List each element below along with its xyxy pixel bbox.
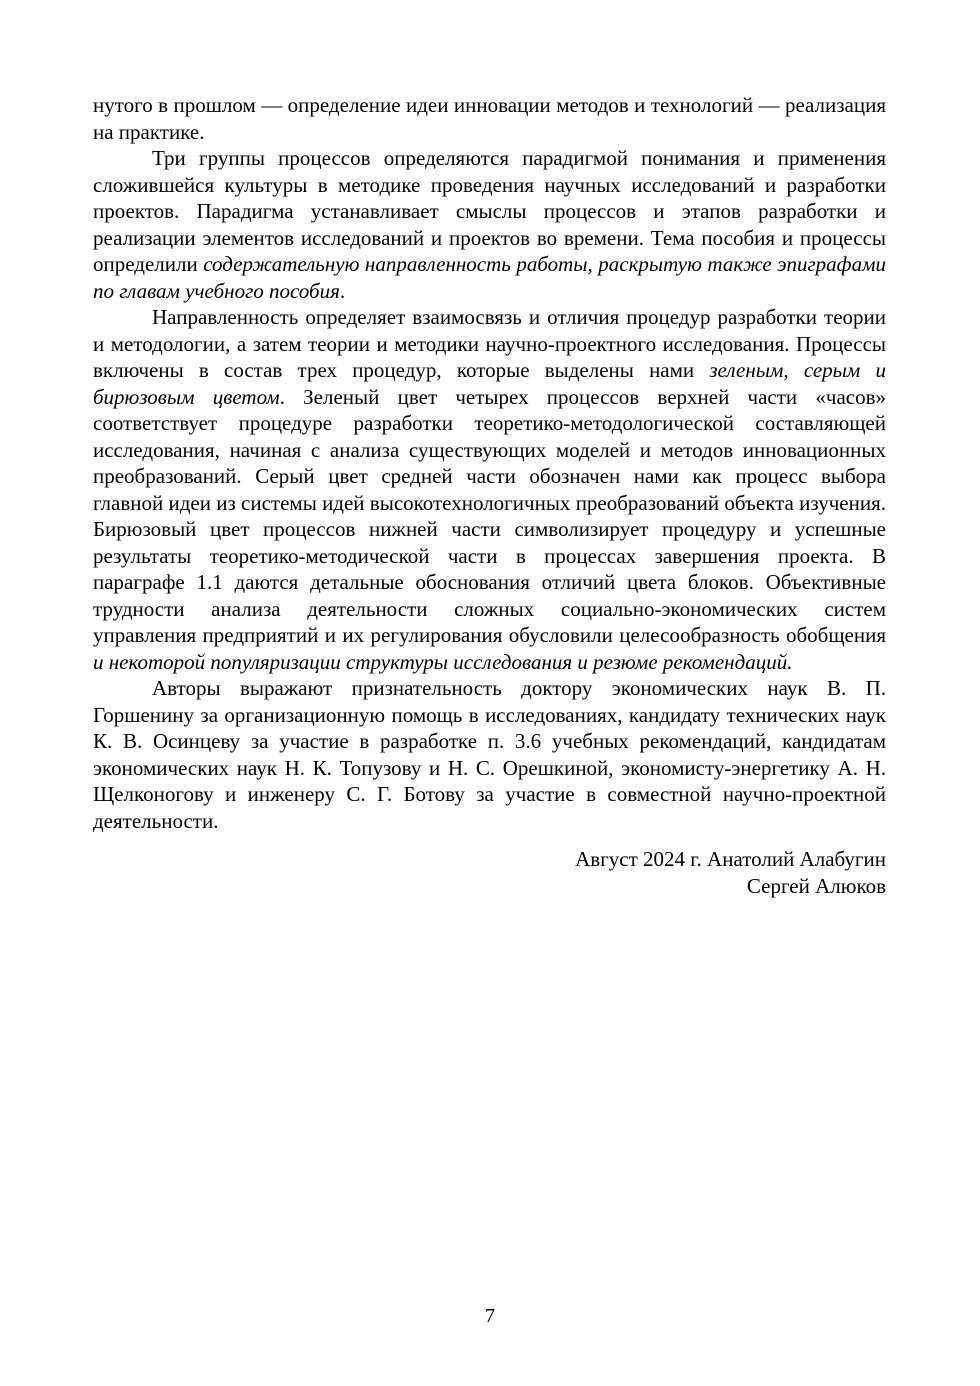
- signature-block: [93, 846, 886, 899]
- paragraph-process-groups: [93, 145, 886, 304]
- signature-line-author: Сергей Алюков: [746, 873, 886, 898]
- paragraph-italic-text: содержательную направленность работы, раскрытую также эпиграфами по главам учебного пособия: [93, 252, 886, 303]
- paragraph-text: Направленность определяет взаимосвязь и отличия процедур разработки теории и методологии, а затем теории и методики научно-проектного исследования. Процессы включены в состав трех процедур, которые выделены нами: [93, 305, 886, 382]
- paragraph-text: Авторы выражают признательность доктору экономических наук В. П. Горшенину за организационную помощь в исследованиях, кандидату технических наук К. В. Осинцеву за участие в разработке п. 3.6 учебных рекомендаций, кандидатам экономических наук Н. К. Топузову и Н. С. Орешкиной, экономисту-энергетику А. Н. Щелконогову и инженеру С. Г. Ботову за участие в совместной научно-проектной деятельности.: [93, 676, 886, 833]
- paragraph-acknowledgements: [93, 675, 886, 834]
- paragraph-text: . Зеленый цвет четырех процессов верхней части «часов» соответствует процедуре разработки теоретико-методологической составляющей исследования, начиная с анализа существующих моделей и методов инновационных преобразований. Серый цвет средней части обозначен нами как процесс выбора главной идеи из системы идей высокотехнологичных преобразований объекта изучения. Бирюзовый цвет процессов нижней части символизирует процедуру и успешные результаты теоретико-методической части в процессах завершения проекта. В параграфе 1.1 даются детальные обоснования отличий цвета блоков. Объективные трудности анализа деятельности сложных социально-экономических систем управления предприятий и их регулирования обусловили целесообразность обобщения: [93, 384, 887, 647]
- signature-line-date-author: Август 2024 г. Анатолий Алабугин: [575, 847, 886, 871]
- paragraph-italic-text: и некоторой популяризации структуры исследования и резюме рекомендаций.: [93, 649, 793, 674]
- paragraph-text: Три группы процессов определяются парадигмой понимания и применения сложившейся культуры в методике проведения научных исследований и разработки проектов. Парадигма устанавливает смыслы процессов и этапов разработки и реализации элементов исследований и проектов во времени. Тема пособия и процессы определили: [93, 146, 886, 276]
- paragraph-end: .: [339, 278, 346, 303]
- paragraph-italic-text: зеленым, серым и бирюзовым цветом: [93, 358, 886, 409]
- paragraph-text: нутого в прошлом — определение идеи инновации методов и технологий — реализация на практике.: [93, 93, 886, 144]
- page-number: 7: [485, 1305, 495, 1327]
- paragraph-intro-continuation: [93, 92, 886, 145]
- paragraph-direction: [93, 304, 886, 675]
- page-body: [93, 92, 886, 899]
